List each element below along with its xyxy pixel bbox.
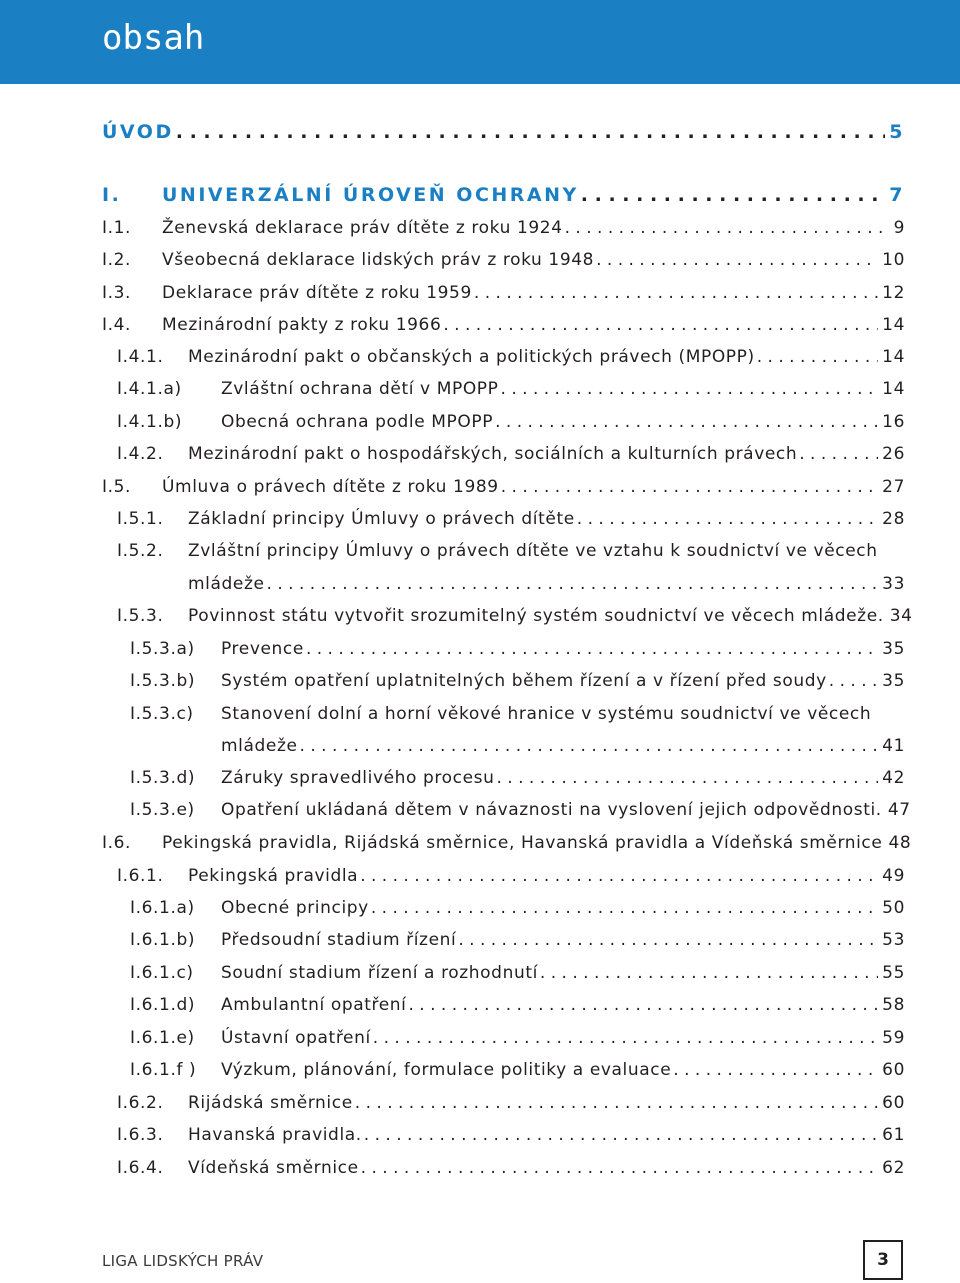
toc-entry-title: Vídeňská směrnice: [188, 1158, 359, 1178]
toc-entry-title: Zvláštní ochrana dětí v MPOPP: [221, 379, 499, 399]
toc-entry-page: 12: [882, 283, 905, 303]
toc-entry[interactable]: [102, 184, 905, 206]
toc-entry-page: 26: [882, 444, 905, 464]
toc-entry-title: Ženevská deklarace práv dítěte z roku 1924: [162, 218, 563, 238]
toc-entry-number: I.6.3.: [117, 1125, 164, 1145]
toc-entry-title: Havanská pravidla.: [188, 1125, 362, 1145]
toc-leader: [474, 283, 878, 303]
toc-leader: [373, 1028, 878, 1048]
header-bar: [0, 0, 960, 84]
toc-entry-title: Opatření ukládaná dětem v návaznosti na vyslovení jejich odpovědnosti.: [221, 800, 882, 820]
toc-leader: [577, 509, 878, 529]
toc-entry-page: 7: [889, 184, 905, 206]
toc-entry-title: Mezinárodní pakt o hospodářských, sociálních a kulturních právech: [188, 444, 798, 464]
toc-entry-number: I.6.1.a): [130, 898, 195, 918]
toc-leader: [497, 768, 879, 788]
toc-entry-title: Základní principy Úmluvy o právech dítěte: [188, 509, 575, 529]
toc-entry-number: I.4.1.: [117, 347, 164, 367]
toc-leader: [361, 1158, 878, 1178]
toc-entry-page: 61: [882, 1125, 905, 1145]
toc-entry-number: I.5.3.d): [130, 768, 196, 788]
toc-entry-title: Ambulantní opatření: [221, 995, 407, 1015]
toc-entry-page: 14: [882, 379, 905, 399]
toc-entry[interactable]: [130, 930, 905, 950]
toc-entry-number: I.6.1.b): [130, 930, 196, 950]
toc-entry[interactable]: [117, 1125, 905, 1145]
toc-entry-number: I.: [102, 184, 122, 206]
toc-entry-title: Systém opatření uplatnitelných během řízení a v řízení před soudy: [221, 671, 827, 691]
toc-entry-page: 14: [882, 347, 905, 367]
toc-leader: [443, 315, 878, 335]
toc-entry-title: Všeobecná deklarace lidských práv z roku 1948: [162, 250, 595, 270]
toc-entry-number: I.4.1.b): [117, 412, 183, 432]
toc-entry[interactable]: [130, 671, 905, 691]
toc-entry-number: I.6.4.: [117, 1158, 164, 1178]
toc-entry-number: I.4.1.a): [117, 379, 182, 399]
toc-leader: [501, 477, 878, 497]
toc-leader: [371, 898, 878, 918]
toc-leader: [458, 930, 878, 950]
toc-entry[interactable]: [102, 477, 905, 497]
toc-entry-title: Stanovení dolní a horní věkové hranice v systému soudnictví ve věcech: [221, 704, 872, 724]
toc-entry-title: Pekingská pravidla: [188, 866, 359, 886]
toc-entry-title: Předsoudní stadium řízení: [221, 930, 457, 950]
toc-leader: [540, 963, 878, 983]
toc-entry-title: Obecné principy: [221, 898, 369, 918]
toc-entry[interactable]: [117, 606, 913, 626]
toc-entry[interactable]: [130, 898, 905, 918]
toc-leader: [306, 639, 878, 659]
toc-entry-title: Deklarace práv dítěte z roku 1959: [162, 283, 472, 303]
toc-entry-number: I.6.1.f ): [130, 1060, 197, 1080]
toc-entry[interactable]: [130, 768, 905, 788]
toc-entry[interactable]: [102, 833, 912, 853]
toc-entry-title: Výzkum, plánování, formulace politiky a evaluace: [221, 1060, 672, 1080]
toc-entry-page: 35: [882, 639, 905, 659]
footer-publisher: LIGA LIDSKÝCH PRÁV: [102, 1252, 264, 1270]
toc-entry[interactable]: [130, 639, 905, 659]
toc-entry-number: I.5.3.b): [130, 671, 196, 691]
toc-entry-page: 60: [882, 1060, 905, 1080]
toc-entry-page: 50: [882, 898, 905, 918]
toc-entry-number: I.6.: [102, 833, 132, 853]
toc-entry-page: 33: [882, 574, 905, 594]
toc-leader: [596, 250, 878, 270]
toc-entry-title: Soudní stadium řízení a rozhodnutí: [221, 963, 538, 983]
toc-entry-first-line[interactable]: [130, 704, 871, 724]
toc-entry-page: 55: [882, 963, 905, 983]
toc-leader: [565, 218, 890, 238]
toc-entry-title: Povinnost státu vytvořit srozumitelný systém soudnictví ve věcech mládeže.: [188, 606, 884, 626]
toc-entry-number: I.6.1.c): [130, 963, 194, 983]
toc-entry-title: Prevence: [221, 639, 304, 659]
toc-entry-number: I.5.3.c): [130, 704, 194, 724]
toc-entry[interactable]: [102, 315, 905, 335]
toc-entry[interactable]: [130, 995, 905, 1015]
toc-entry[interactable]: [117, 347, 905, 367]
toc-entry-title: Úmluva o právech dítěte z roku 1989: [162, 477, 499, 497]
toc-leader: [799, 444, 878, 464]
toc-entry-title: Zvláštní principy Úmluvy o právech dítěte ve vztahu k soudnictví ve věcech: [188, 541, 878, 561]
toc-leader: [364, 1125, 878, 1145]
toc-entry-number: I.6.1.d): [130, 995, 196, 1015]
toc-entry-page: 27: [882, 477, 905, 497]
toc-leader: [581, 184, 885, 206]
toc-leader: [501, 379, 879, 399]
toc-entry[interactable]: [188, 574, 905, 594]
page-number-box: [863, 1240, 903, 1280]
toc-entry-number: I.5.3.a): [130, 639, 195, 659]
toc-leader: [360, 866, 878, 886]
toc-leader: [355, 1093, 878, 1113]
toc-entry-number: I.6.1.e): [130, 1028, 195, 1048]
toc-entry-title-continuation: mládeže: [188, 574, 265, 594]
toc-entry[interactable]: [221, 736, 905, 756]
toc-entry-page: 28: [882, 509, 905, 529]
toc-entry-page: 34: [889, 606, 913, 626]
toc-entry-first-line[interactable]: [117, 541, 878, 561]
toc-entry-page: 10: [882, 250, 905, 270]
toc-entry-title: Záruky spravedlivého procesu: [221, 768, 495, 788]
toc-entry-number: I.5.: [102, 477, 132, 497]
toc-entry[interactable]: [117, 444, 905, 464]
toc-leader: [829, 671, 878, 691]
toc-entry-page: 16: [882, 412, 905, 432]
toc-entry-number: I.4.2.: [117, 444, 164, 464]
toc-leader: [673, 1060, 878, 1080]
toc-entry[interactable]: [102, 250, 905, 270]
toc-entry[interactable]: [117, 866, 905, 886]
toc-entry-number: I.3.: [102, 283, 132, 303]
toc-entry-number: I.1.: [102, 218, 132, 238]
page-title: obsah: [102, 18, 205, 58]
toc-leader: [267, 574, 879, 594]
toc-entry-title: Ústavní opatření: [221, 1028, 371, 1048]
toc-entry-number: I.5.2.: [117, 541, 164, 561]
toc-leader: [176, 121, 886, 143]
toc-entry-title: Mezinárodní pakty z roku 1966: [162, 315, 442, 335]
toc-entry[interactable]: [117, 412, 905, 432]
toc-entry-page: 14: [882, 315, 905, 335]
toc-entry[interactable]: [130, 963, 905, 983]
toc-entry-title: Obecná ochrana podle MPOPP: [221, 412, 494, 432]
toc-entry[interactable]: [117, 1158, 905, 1178]
toc-entry-number: I.4.: [102, 315, 132, 335]
page-number: 3: [877, 1250, 889, 1270]
toc-entry-page: 53: [882, 930, 905, 950]
toc-entry[interactable]: [102, 218, 905, 238]
toc-entry-title: Rijádská směrnice: [188, 1093, 353, 1113]
toc-entry-page: 9: [893, 218, 905, 238]
toc-entry-page: 60: [882, 1093, 905, 1113]
toc-entry[interactable]: [130, 1060, 905, 1080]
toc-entry-page: 41: [882, 736, 905, 756]
toc-entry-number: I.5.1.: [117, 509, 164, 529]
toc-entry-title: UNIVERZÁLNÍ ÚROVEŇ OCHRANY: [162, 184, 579, 206]
toc-entry-page: 5: [889, 121, 905, 143]
toc-entry-title: Mezinárodní pakt o občanských a politických právech (MPOPP): [188, 347, 755, 367]
toc-entry[interactable]: [117, 509, 905, 529]
toc-entry-page: 49: [882, 866, 905, 886]
toc-entry[interactable]: [117, 1093, 905, 1113]
toc-entry[interactable]: [130, 1028, 905, 1048]
toc-entry[interactable]: [117, 379, 905, 399]
toc-entry[interactable]: [130, 800, 911, 820]
toc-entry-page: 62: [882, 1158, 905, 1178]
toc-entry-title-continuation: mládeže: [221, 736, 298, 756]
toc-entry-page: 58: [882, 995, 905, 1015]
toc-entry[interactable]: [102, 283, 905, 303]
toc-leader: [408, 995, 878, 1015]
toc-entry-number: I.6.1.: [117, 866, 164, 886]
toc-leader: [757, 347, 878, 367]
toc-entry-page: 47: [887, 800, 911, 820]
toc-entry-page: 48: [888, 833, 912, 853]
toc-leader: [300, 736, 879, 756]
toc-leader: [495, 412, 878, 432]
toc-entry-number: I.5.3.e): [130, 800, 195, 820]
toc-entry-number: I.5.3.: [117, 606, 164, 626]
toc-entry-page: 59: [882, 1028, 905, 1048]
toc-entry-page: 42: [882, 768, 905, 788]
toc-entry-number: I.2.: [102, 250, 132, 270]
toc-entry-number: I.6.2.: [117, 1093, 164, 1113]
toc-entry-page: 35: [882, 671, 905, 691]
toc-entry-title: ÚVOD: [102, 121, 174, 143]
toc-entry[interactable]: [102, 121, 905, 143]
toc-entry-title: Pekingská pravidla, Rijádská směrnice, Havanská pravidla a Vídeňská směrnice: [162, 833, 883, 853]
